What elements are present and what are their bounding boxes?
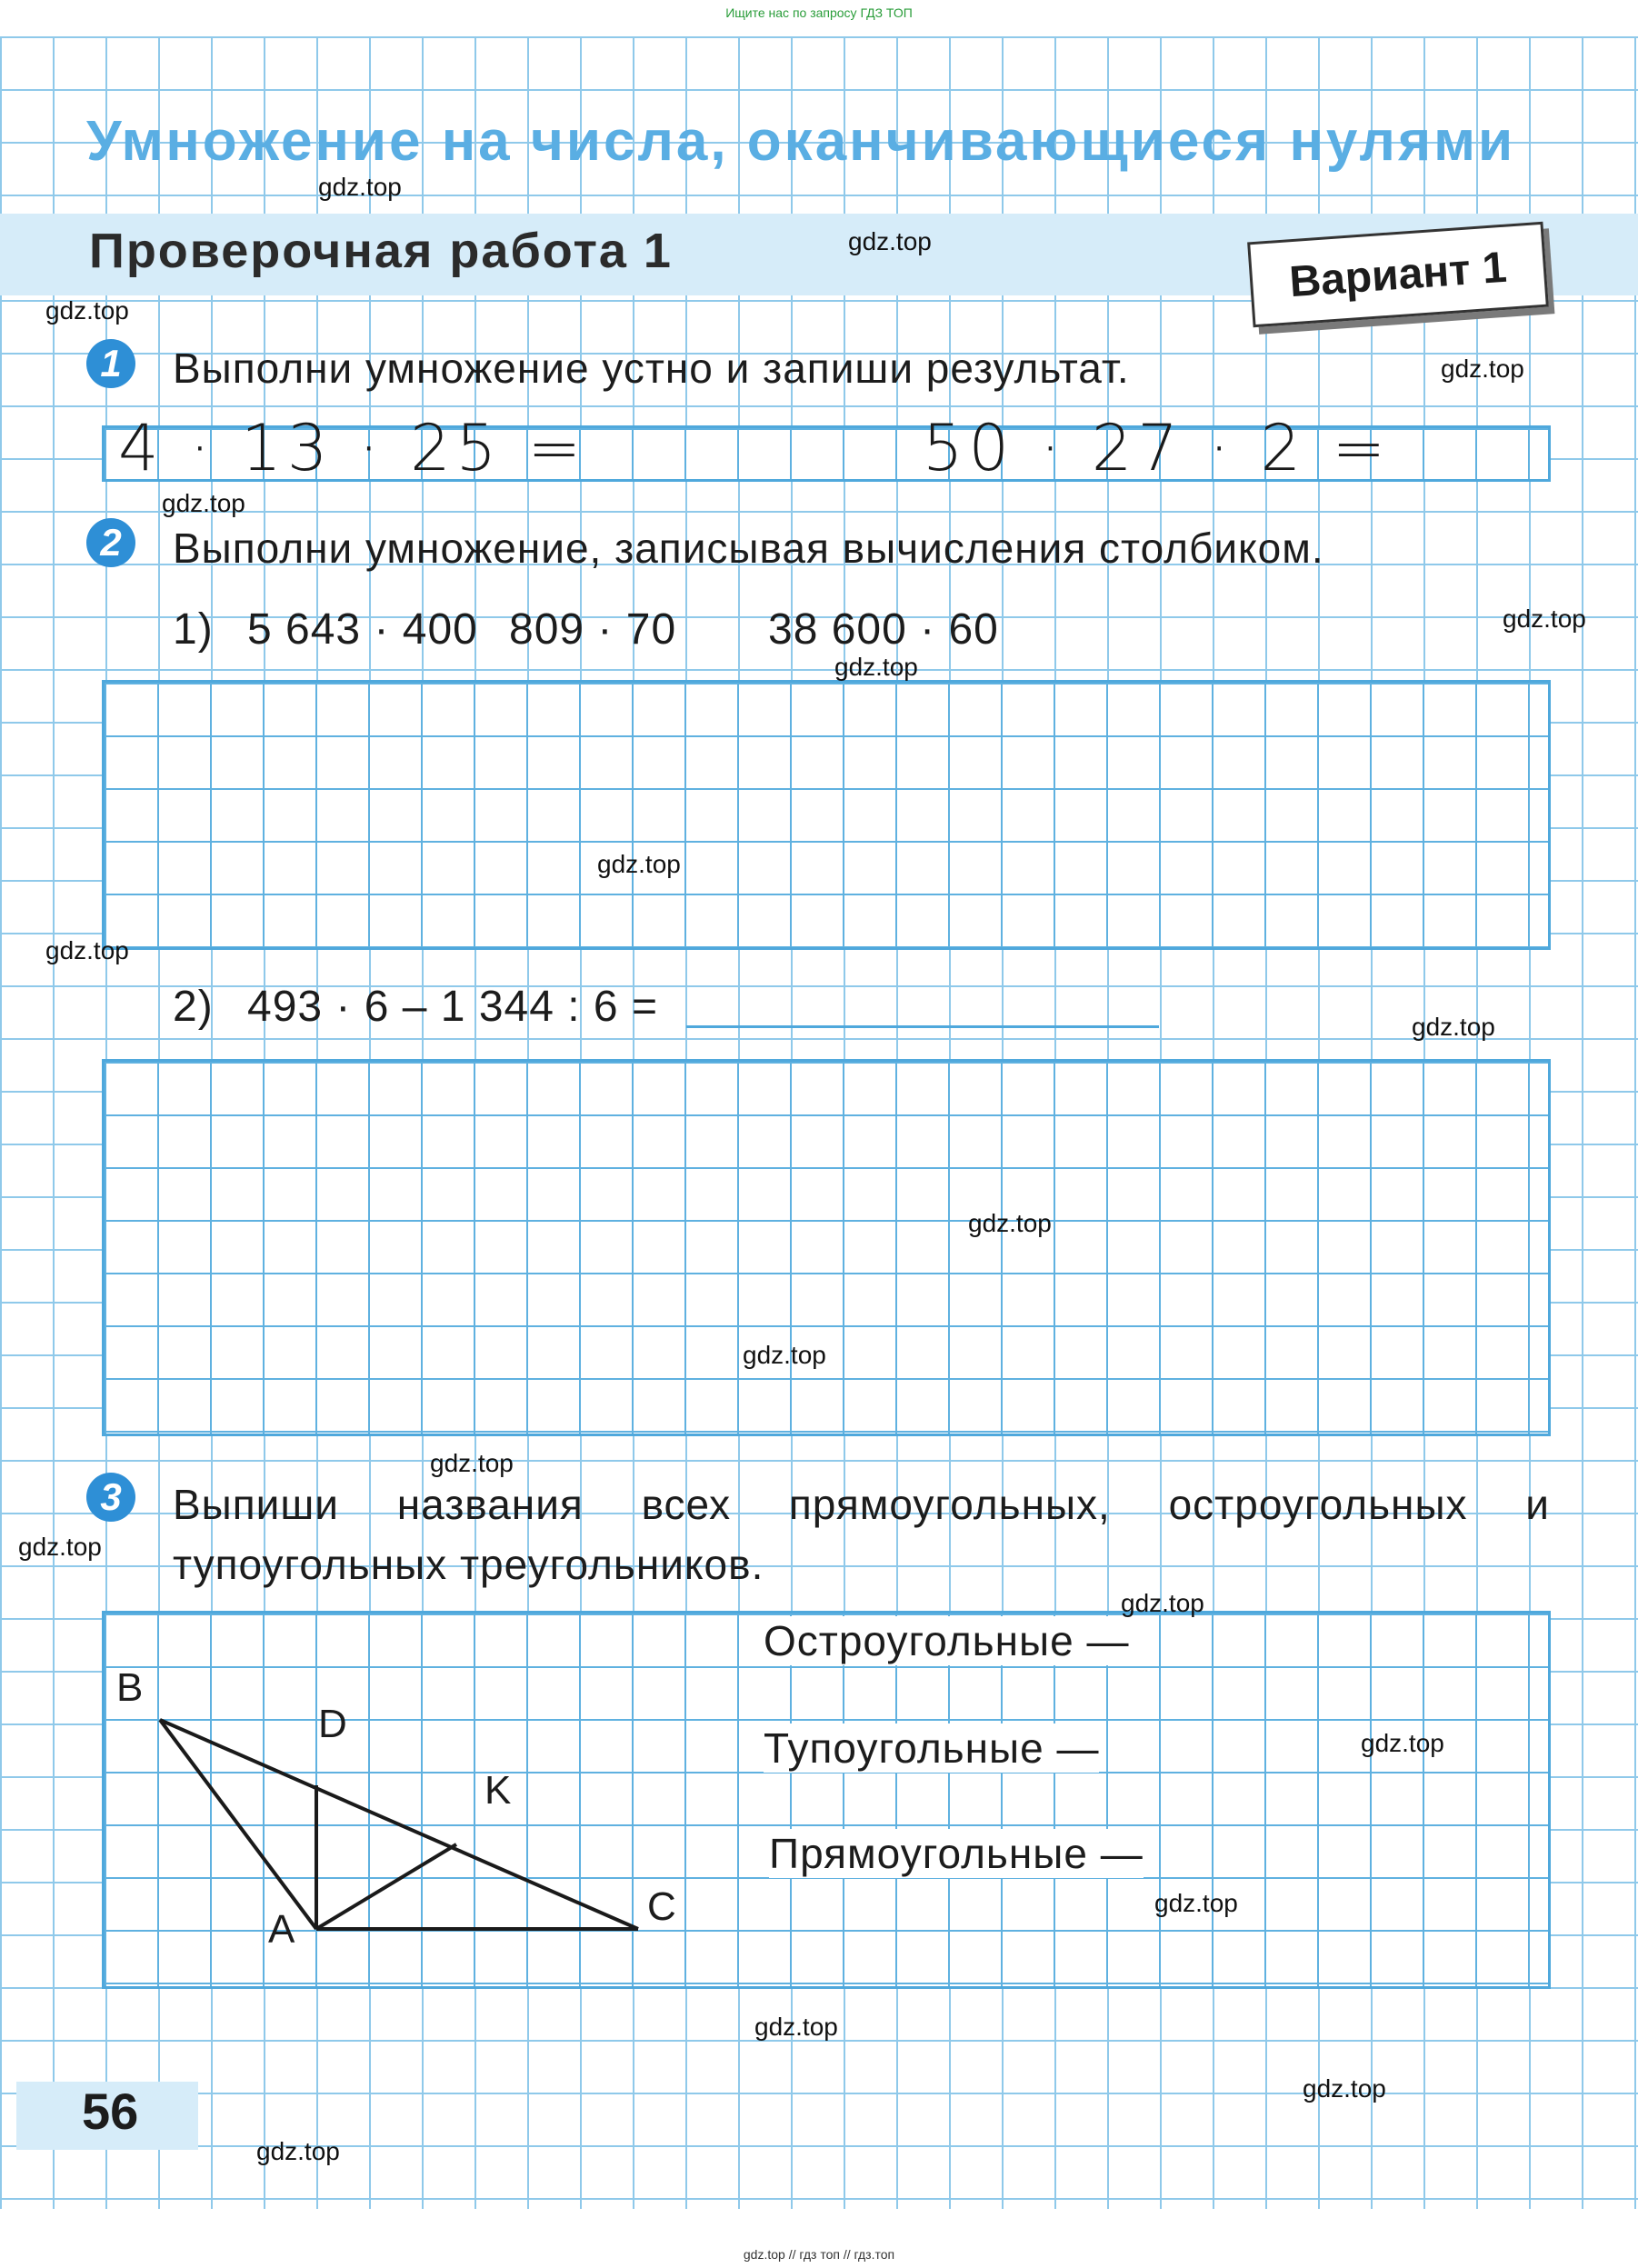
watermark: gdz.top [430, 1449, 514, 1477]
task-2-sub-1-expr-a: 5 643 · 400 [247, 605, 478, 654]
watermark: gdz.top [968, 1209, 1052, 1237]
answer-right-label: Прямоугольные — [769, 1830, 1144, 1877]
task-3-number-icon: 3 [86, 1473, 135, 1522]
point-label-b: B [116, 1665, 144, 1710]
answer-acute-label: Остроугольные — [764, 1617, 1130, 1664]
variant-label: Вариант 1 [1287, 243, 1509, 306]
watermark: gdz.top [754, 2013, 838, 2041]
watermark: gdz.top [834, 653, 918, 681]
watermark: gdz.top [1361, 1729, 1444, 1757]
task-3-text-line-2: тупоугольных треугольников. [173, 1541, 764, 1588]
task-1-text: Выполни умножение устно и запиши результат. [173, 345, 1130, 392]
segment-ak [316, 1844, 456, 1929]
watermark: gdz.top [1303, 2074, 1386, 2103]
page-number: 56 [82, 2083, 139, 2140]
point-label-a: A [268, 1907, 295, 1952]
work-title: Проверочная работа 1 [89, 224, 673, 278]
task-2-sub-1-expr-b: 809 · 70 [509, 605, 677, 654]
task-2-sub-1-workspace[interactable] [102, 680, 1551, 950]
task-2-sub-1-expr-c: 38 600 · 60 [768, 605, 999, 654]
task-2-sub-2-label: 2) [173, 983, 214, 1031]
watermark: gdz.top [1412, 1013, 1495, 1041]
watermark: gdz.top [45, 296, 129, 325]
top-note: Ищите нас по запросу ГДЗ ТОП [725, 5, 913, 20]
task-2-text: Выполни умножение, записывая вычисления столбиком. [173, 525, 1324, 572]
page-title: Умножение на числа, оканчивающиеся нулями [86, 110, 1516, 173]
answer-obtuse-label: Тупоугольные — [764, 1724, 1100, 1772]
watermark: gdz.top [256, 2137, 340, 2165]
task-1-number-icon: 1 [86, 339, 135, 388]
watermark: gdz.top [162, 489, 245, 517]
watermark: gdz.top [597, 850, 681, 878]
watermark: gdz.top [848, 227, 932, 255]
watermark: gdz.top [1441, 355, 1524, 383]
task-1-expression-1: 4 · 13 · 25 = [118, 411, 587, 485]
bottom-note: gdz.top // гдз топ // гдз.топ [743, 2247, 895, 2262]
watermark: gdz.top [318, 173, 402, 201]
task-2-number-icon: 2 [86, 518, 135, 567]
watermark: gdz.top [18, 1533, 102, 1561]
segment-ba [160, 1720, 316, 1929]
watermark: gdz.top [1121, 1589, 1204, 1617]
task-2-sub-2-expr: 493 · 6 – 1 344 : 6 = [247, 983, 658, 1031]
watermark: gdz.top [743, 1341, 826, 1369]
watermark: gdz.top [1503, 604, 1586, 633]
task-2-sub-1-label: 1) [173, 605, 214, 654]
task-2-sub-2-answer-line[interactable] [686, 1025, 1159, 1028]
point-label-k: K [484, 1768, 512, 1813]
triangle-figure [102, 1611, 693, 1989]
watermark: gdz.top [1154, 1889, 1238, 1917]
task-1-expression-2: 50 · 27 · 2 = [923, 411, 1392, 485]
point-label-d: D [318, 1702, 347, 1746]
point-label-c: C [647, 1884, 676, 1929]
segment-bc [160, 1720, 638, 1929]
task-3-text-line-1: Выпиши названия всех прямоугольных, остроугольных и [173, 1481, 1550, 1528]
task-2-sub-2-workspace[interactable] [102, 1059, 1551, 1436]
watermark: gdz.top [45, 936, 129, 964]
